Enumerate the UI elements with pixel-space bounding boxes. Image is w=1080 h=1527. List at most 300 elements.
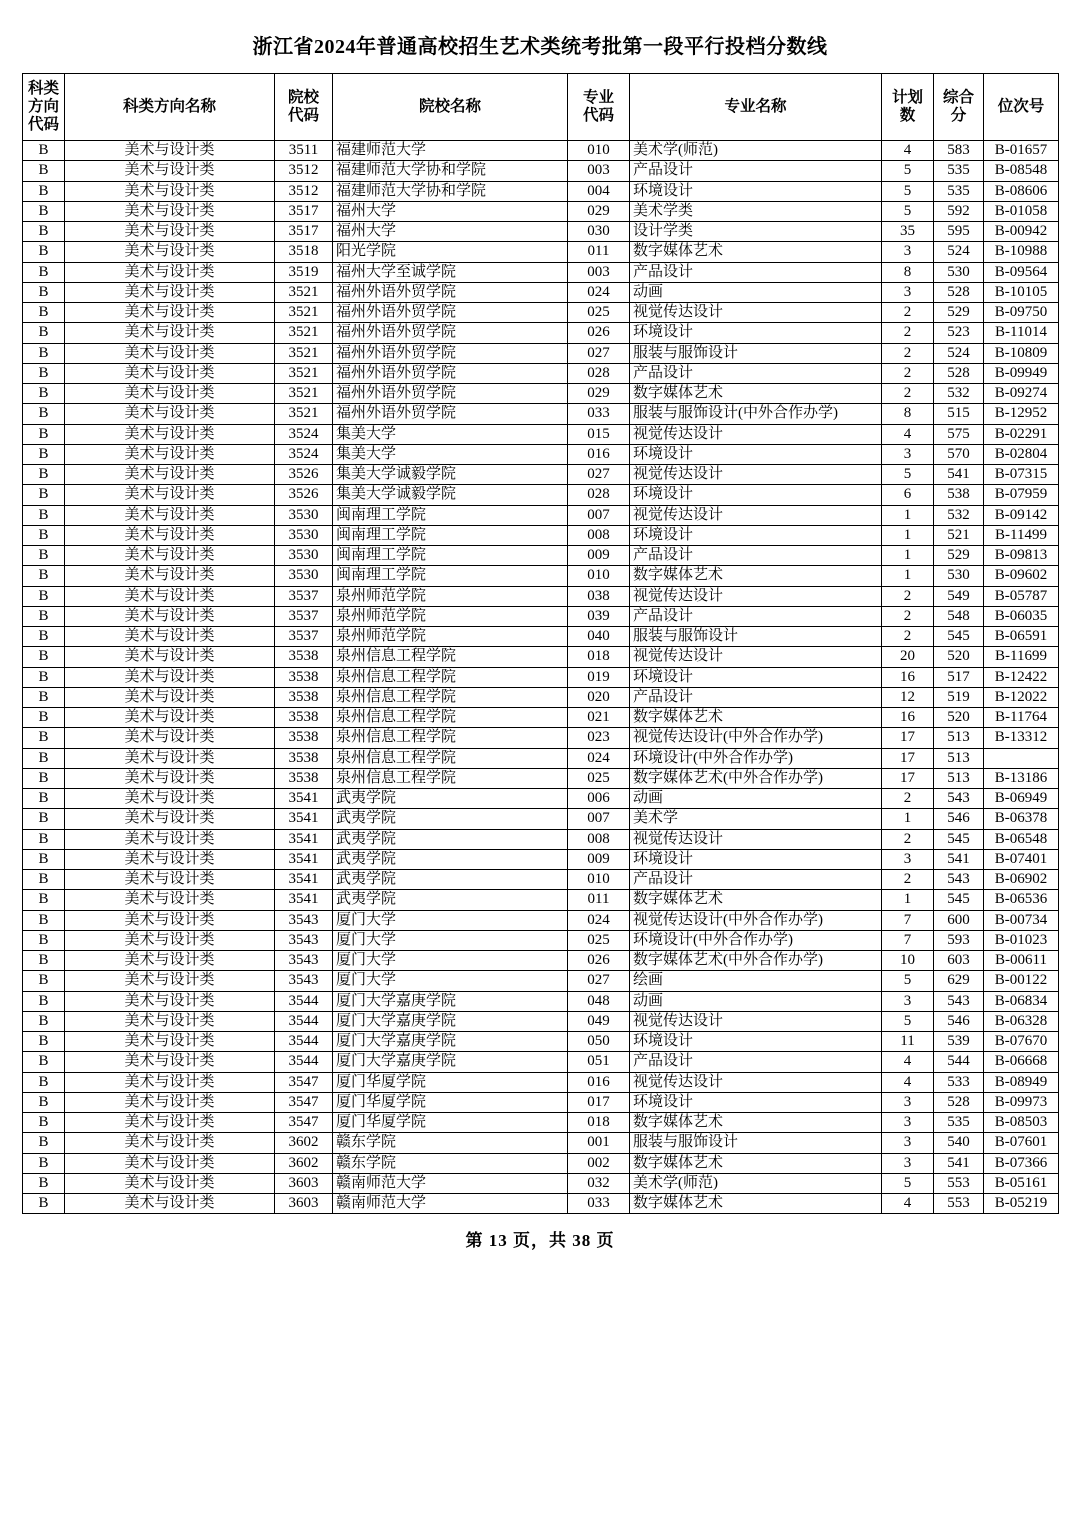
cell-category-name: 美术与设计类 (65, 930, 275, 950)
cell-major-code: 003 (568, 262, 630, 282)
cell-composite-score: 530 (934, 566, 984, 586)
cell-rank-number: B-09949 (984, 363, 1059, 383)
cell-school-code: 3517 (275, 222, 333, 242)
cell-category-code: B (23, 586, 65, 606)
cell-category-code: B (23, 465, 65, 485)
cell-rank-number: B-12422 (984, 667, 1059, 687)
cell-school-name: 厦门华厦学院 (333, 1113, 568, 1133)
cell-plan-count: 3 (882, 849, 934, 869)
cell-school-name: 泉州信息工程学院 (333, 748, 568, 768)
cell-major-code: 007 (568, 505, 630, 525)
cell-school-name: 福州大学 (333, 201, 568, 221)
cell-school-name: 厦门大学嘉庚学院 (333, 991, 568, 1011)
cell-major-code: 026 (568, 323, 630, 343)
cell-major-name: 服装与服饰设计 (630, 1133, 882, 1153)
cell-rank-number: B-09142 (984, 505, 1059, 525)
cell-composite-score: 520 (934, 647, 984, 667)
cell-school-name: 福州大学 (333, 222, 568, 242)
cell-category-code: B (23, 1072, 65, 1092)
cell-school-name: 泉州师范学院 (333, 627, 568, 647)
table-row (23, 424, 1059, 444)
table-row (23, 1133, 1059, 1153)
cell-major-name: 视觉传达设计 (630, 1011, 882, 1031)
cell-composite-score: 530 (934, 262, 984, 282)
cell-school-code: 3521 (275, 343, 333, 363)
cell-plan-count: 35 (882, 222, 934, 242)
cell-category-code: B (23, 991, 65, 1011)
score-table (22, 73, 1059, 1214)
cell-plan-count: 2 (882, 323, 934, 343)
cell-category-code: B (23, 161, 65, 181)
cell-school-name: 厦门大学 (333, 910, 568, 930)
cell-rank-number: B-11499 (984, 525, 1059, 545)
cell-category-code: B (23, 809, 65, 829)
cell-major-code: 030 (568, 222, 630, 242)
cell-composite-score: 539 (934, 1032, 984, 1052)
cell-major-name: 数字媒体艺术 (630, 1113, 882, 1133)
cell-school-name: 福州外语外贸学院 (333, 363, 568, 383)
cell-school-code: 3524 (275, 444, 333, 464)
cell-school-code: 3521 (275, 404, 333, 424)
cell-plan-count: 3 (882, 282, 934, 302)
cell-school-name: 集美大学诚毅学院 (333, 465, 568, 485)
cell-school-code: 3602 (275, 1153, 333, 1173)
table-row (23, 708, 1059, 728)
cell-school-name: 福州外语外贸学院 (333, 384, 568, 404)
cell-category-code: B (23, 748, 65, 768)
cell-rank-number: B-10988 (984, 242, 1059, 262)
cell-category-name: 美术与设计类 (65, 1113, 275, 1133)
page-title: 浙江省2024年普通高校招生艺术类统考批第一段平行投档分数线 (252, 36, 828, 58)
cell-school-code: 3537 (275, 606, 333, 626)
cell-category-name: 美术与设计类 (65, 222, 275, 242)
cell-school-name: 泉州信息工程学院 (333, 768, 568, 788)
cell-major-name: 美术学(师范) (630, 1173, 882, 1193)
cell-composite-score: 538 (934, 485, 984, 505)
cell-school-name: 福州外语外贸学院 (333, 343, 568, 363)
cell-category-code: B (23, 343, 65, 363)
cell-category-name: 美术与设计类 (65, 708, 275, 728)
table-row (23, 1113, 1059, 1133)
table-row (23, 1052, 1059, 1072)
cell-rank-number: B-09274 (984, 384, 1059, 404)
cell-school-name: 泉州信息工程学院 (333, 667, 568, 687)
cell-category-code: B (23, 951, 65, 971)
cell-major-code: 021 (568, 708, 630, 728)
cell-category-name: 美术与设计类 (65, 809, 275, 829)
cell-major-name: 服装与服饰设计 (630, 627, 882, 647)
table-row (23, 444, 1059, 464)
cell-plan-count: 2 (882, 384, 934, 404)
cell-category-code: B (23, 1133, 65, 1153)
cell-school-name: 厦门大学 (333, 951, 568, 971)
cell-major-code: 002 (568, 1153, 630, 1173)
cell-school-code: 3541 (275, 829, 333, 849)
cell-category-code: B (23, 728, 65, 748)
cell-plan-count: 4 (882, 141, 934, 161)
cell-school-code: 3538 (275, 647, 333, 667)
cell-category-name: 美术与设计类 (65, 161, 275, 181)
cell-category-name: 美术与设计类 (65, 525, 275, 545)
cell-category-code: B (23, 546, 65, 566)
cell-rank-number: B-06591 (984, 627, 1059, 647)
column-header-major-code: 专业 代码 (568, 74, 630, 141)
cell-rank-number: B-08949 (984, 1072, 1059, 1092)
cell-school-name: 赣南师范大学 (333, 1173, 568, 1193)
table-row (23, 141, 1059, 161)
cell-school-code: 3541 (275, 890, 333, 910)
cell-major-code: 040 (568, 627, 630, 647)
cell-composite-score: 570 (934, 444, 984, 464)
cell-category-code: B (23, 1113, 65, 1133)
cell-rank-number: B-06668 (984, 1052, 1059, 1072)
cell-school-name: 武夷学院 (333, 809, 568, 829)
cell-major-code: 033 (568, 404, 630, 424)
cell-plan-count: 1 (882, 566, 934, 586)
cell-plan-count: 17 (882, 748, 934, 768)
cell-plan-count: 3 (882, 444, 934, 464)
cell-plan-count: 2 (882, 303, 934, 323)
cell-category-name: 美术与设计类 (65, 768, 275, 788)
cell-plan-count: 1 (882, 505, 934, 525)
cell-plan-count: 7 (882, 910, 934, 930)
cell-composite-score: 593 (934, 930, 984, 950)
cell-plan-count: 5 (882, 1011, 934, 1031)
table-row (23, 1032, 1059, 1052)
cell-major-code: 018 (568, 1113, 630, 1133)
cell-school-name: 集美大学诚毅学院 (333, 485, 568, 505)
column-header-school-name: 院校名称 (333, 74, 568, 141)
cell-major-name: 视觉传达设计 (630, 465, 882, 485)
cell-major-code: 015 (568, 424, 630, 444)
cell-rank-number: B-06834 (984, 991, 1059, 1011)
cell-school-code: 3519 (275, 262, 333, 282)
column-header-category-name: 科类方向名称 (65, 74, 275, 141)
cell-school-code: 3543 (275, 910, 333, 930)
cell-composite-score: 541 (934, 1153, 984, 1173)
cell-category-name: 美术与设计类 (65, 647, 275, 667)
cell-school-name: 泉州师范学院 (333, 606, 568, 626)
cell-plan-count: 8 (882, 404, 934, 424)
cell-rank-number: B-00122 (984, 971, 1059, 991)
table-row (23, 647, 1059, 667)
cell-school-name: 武夷学院 (333, 829, 568, 849)
table-row (23, 1011, 1059, 1031)
cell-composite-score: 583 (934, 141, 984, 161)
cell-category-name: 美术与设计类 (65, 1011, 275, 1031)
cell-composite-score: 592 (934, 201, 984, 221)
cell-composite-score: 513 (934, 768, 984, 788)
cell-plan-count: 4 (882, 424, 934, 444)
table-row (23, 748, 1059, 768)
cell-major-name: 视觉传达设计 (630, 505, 882, 525)
table-row (23, 404, 1059, 424)
cell-category-name: 美术与设计类 (65, 1153, 275, 1173)
cell-school-name: 泉州师范学院 (333, 586, 568, 606)
table-row (23, 303, 1059, 323)
cell-major-name: 视觉传达设计 (630, 303, 882, 323)
cell-plan-count: 2 (882, 829, 934, 849)
cell-major-name: 视觉传达设计 (630, 424, 882, 444)
cell-school-name: 福州外语外贸学院 (333, 323, 568, 343)
cell-category-name: 美术与设计类 (65, 667, 275, 687)
cell-major-name: 环境设计 (630, 181, 882, 201)
cell-category-name: 美术与设计类 (65, 627, 275, 647)
cell-major-name: 产品设计 (630, 687, 882, 707)
cell-category-name: 美术与设计类 (65, 566, 275, 586)
cell-rank-number: B-00734 (984, 910, 1059, 930)
cell-category-name: 美术与设计类 (65, 586, 275, 606)
cell-school-code: 3530 (275, 566, 333, 586)
cell-school-code: 3602 (275, 1133, 333, 1153)
cell-major-name: 服装与服饰设计 (630, 343, 882, 363)
cell-school-name: 赣南师范大学 (333, 1194, 568, 1214)
table-row (23, 262, 1059, 282)
cell-major-code: 017 (568, 1092, 630, 1112)
cell-composite-score: 524 (934, 343, 984, 363)
cell-composite-score: 548 (934, 606, 984, 626)
cell-school-code: 3526 (275, 485, 333, 505)
cell-plan-count: 5 (882, 181, 934, 201)
cell-rank-number: B-09602 (984, 566, 1059, 586)
cell-rank-number: B-01023 (984, 930, 1059, 950)
cell-rank-number: B-07315 (984, 465, 1059, 485)
cell-school-name: 阳光学院 (333, 242, 568, 262)
table-row (23, 809, 1059, 829)
cell-major-name: 数字媒体艺术 (630, 566, 882, 586)
cell-plan-count: 2 (882, 870, 934, 890)
cell-major-code: 025 (568, 768, 630, 788)
cell-plan-count: 5 (882, 465, 934, 485)
cell-rank-number: B-08503 (984, 1113, 1059, 1133)
cell-major-code: 008 (568, 829, 630, 849)
cell-category-name: 美术与设计类 (65, 1194, 275, 1214)
cell-major-code: 009 (568, 849, 630, 869)
table-row (23, 485, 1059, 505)
cell-composite-score: 533 (934, 1072, 984, 1092)
cell-major-code: 008 (568, 525, 630, 545)
table-row (23, 849, 1059, 869)
cell-major-name: 视觉传达设计 (630, 829, 882, 849)
cell-major-code: 010 (568, 141, 630, 161)
cell-category-code: B (23, 363, 65, 383)
cell-major-name: 产品设计 (630, 1052, 882, 1072)
cell-major-name: 环境设计 (630, 525, 882, 545)
cell-category-name: 美术与设计类 (65, 728, 275, 748)
cell-composite-score: 541 (934, 849, 984, 869)
cell-major-name: 数字媒体艺术 (630, 242, 882, 262)
column-header-composite-score: 综合 分 (934, 74, 984, 141)
cell-category-name: 美术与设计类 (65, 991, 275, 1011)
cell-category-code: B (23, 222, 65, 242)
cell-school-name: 泉州信息工程学院 (333, 728, 568, 748)
cell-school-code: 3512 (275, 181, 333, 201)
cell-school-code: 3603 (275, 1173, 333, 1193)
cell-rank-number: B-08548 (984, 161, 1059, 181)
cell-rank-number: B-11014 (984, 323, 1059, 343)
table-row (23, 1153, 1059, 1173)
cell-major-name: 环境设计 (630, 444, 882, 464)
cell-category-name: 美术与设计类 (65, 363, 275, 383)
cell-school-code: 3541 (275, 849, 333, 869)
cell-category-code: B (23, 1052, 65, 1072)
cell-major-name: 产品设计 (630, 606, 882, 626)
cell-major-code: 019 (568, 667, 630, 687)
cell-major-code: 027 (568, 971, 630, 991)
cell-rank-number: B-09813 (984, 546, 1059, 566)
cell-major-name: 数字媒体艺术 (630, 708, 882, 728)
cell-rank-number: B-09973 (984, 1092, 1059, 1112)
cell-school-code: 3538 (275, 728, 333, 748)
column-header-major-name: 专业名称 (630, 74, 882, 141)
cell-plan-count: 17 (882, 768, 934, 788)
cell-rank-number: B-00942 (984, 222, 1059, 242)
cell-category-code: B (23, 789, 65, 809)
cell-category-name: 美术与设计类 (65, 546, 275, 566)
cell-major-name: 数字媒体艺术 (630, 1153, 882, 1173)
table-row (23, 1092, 1059, 1112)
table-row (23, 627, 1059, 647)
table-row (23, 667, 1059, 687)
cell-major-code: 011 (568, 890, 630, 910)
cell-school-code: 3537 (275, 586, 333, 606)
cell-major-code: 033 (568, 1194, 630, 1214)
cell-rank-number: B-07959 (984, 485, 1059, 505)
cell-major-name: 视觉传达设计(中外合作办学) (630, 910, 882, 930)
cell-major-name: 服装与服饰设计(中外合作办学) (630, 404, 882, 424)
cell-school-name: 武夷学院 (333, 870, 568, 890)
cell-category-name: 美术与设计类 (65, 951, 275, 971)
cell-major-code: 009 (568, 546, 630, 566)
cell-composite-score: 517 (934, 667, 984, 687)
cell-composite-score: 546 (934, 809, 984, 829)
cell-category-name: 美术与设计类 (65, 849, 275, 869)
cell-school-code: 3521 (275, 363, 333, 383)
cell-school-code: 3541 (275, 809, 333, 829)
cell-composite-score: 545 (934, 890, 984, 910)
cell-rank-number: B-06328 (984, 1011, 1059, 1031)
cell-rank-number: B-11764 (984, 708, 1059, 728)
cell-school-code: 3521 (275, 323, 333, 343)
cell-school-code: 3512 (275, 161, 333, 181)
table-row (23, 789, 1059, 809)
cell-plan-count: 3 (882, 1153, 934, 1173)
cell-rank-number: B-07670 (984, 1032, 1059, 1052)
cell-plan-count: 11 (882, 1032, 934, 1052)
cell-school-name: 厦门大学 (333, 930, 568, 950)
cell-major-code: 051 (568, 1052, 630, 1072)
cell-school-name: 集美大学 (333, 444, 568, 464)
cell-rank-number: B-00611 (984, 951, 1059, 971)
cell-major-code: 026 (568, 951, 630, 971)
table-row (23, 728, 1059, 748)
cell-composite-score: 528 (934, 282, 984, 302)
cell-rank-number: B-12022 (984, 687, 1059, 707)
cell-category-name: 美术与设计类 (65, 343, 275, 363)
cell-rank-number: B-06548 (984, 829, 1059, 849)
cell-plan-count: 5 (882, 971, 934, 991)
cell-major-code: 016 (568, 1072, 630, 1092)
cell-category-code: B (23, 566, 65, 586)
table-row (23, 505, 1059, 525)
cell-category-code: B (23, 870, 65, 890)
cell-category-code: B (23, 505, 65, 525)
cell-rank-number: B-01657 (984, 141, 1059, 161)
cell-school-name: 福建师范大学协和学院 (333, 181, 568, 201)
cell-major-code: 027 (568, 465, 630, 485)
cell-category-name: 美术与设计类 (65, 323, 275, 343)
cell-category-name: 美术与设计类 (65, 404, 275, 424)
cell-plan-count: 3 (882, 1133, 934, 1153)
cell-school-code: 3518 (275, 242, 333, 262)
cell-school-code: 3530 (275, 546, 333, 566)
cell-category-name: 美术与设计类 (65, 829, 275, 849)
table-row (23, 687, 1059, 707)
table-row (23, 829, 1059, 849)
cell-category-code: B (23, 647, 65, 667)
cell-major-code: 010 (568, 566, 630, 586)
cell-composite-score: 519 (934, 687, 984, 707)
table-header (23, 74, 1059, 141)
cell-category-name: 美术与设计类 (65, 303, 275, 323)
cell-major-code: 028 (568, 363, 630, 383)
cell-composite-score: 575 (934, 424, 984, 444)
cell-plan-count: 5 (882, 161, 934, 181)
cell-school-name: 闽南理工学院 (333, 525, 568, 545)
cell-school-code: 3538 (275, 708, 333, 728)
cell-major-name: 环境设计 (630, 667, 882, 687)
cell-school-code: 3544 (275, 1032, 333, 1052)
cell-plan-count: 5 (882, 1173, 934, 1193)
cell-composite-score: 535 (934, 181, 984, 201)
cell-category-code: B (23, 627, 65, 647)
cell-rank-number: B-05219 (984, 1194, 1059, 1214)
cell-major-name: 环境设计 (630, 1092, 882, 1112)
cell-rank-number: B-12952 (984, 404, 1059, 424)
cell-category-name: 美术与设计类 (65, 262, 275, 282)
cell-school-code: 3517 (275, 201, 333, 221)
cell-rank-number: B-13186 (984, 768, 1059, 788)
cell-category-name: 美术与设计类 (65, 282, 275, 302)
cell-category-code: B (23, 404, 65, 424)
table-row (23, 991, 1059, 1011)
cell-school-name: 厦门大学嘉庚学院 (333, 1011, 568, 1031)
cell-school-name: 厦门大学嘉庚学院 (333, 1052, 568, 1072)
cell-plan-count: 6 (882, 485, 934, 505)
cell-school-code: 3543 (275, 951, 333, 971)
cell-school-name: 福州外语外贸学院 (333, 282, 568, 302)
cell-major-code: 018 (568, 647, 630, 667)
cell-major-name: 动画 (630, 991, 882, 1011)
cell-rank-number: B-07401 (984, 849, 1059, 869)
cell-major-name: 环境设计 (630, 1032, 882, 1052)
cell-major-code: 029 (568, 201, 630, 221)
cell-major-code: 011 (568, 242, 630, 262)
cell-category-name: 美术与设计类 (65, 1133, 275, 1153)
cell-school-code: 3537 (275, 627, 333, 647)
cell-category-code: B (23, 282, 65, 302)
cell-category-code: B (23, 1032, 65, 1052)
cell-composite-score: 528 (934, 363, 984, 383)
cell-major-code: 003 (568, 161, 630, 181)
cell-category-code: B (23, 708, 65, 728)
cell-major-code: 024 (568, 748, 630, 768)
cell-composite-score: 524 (934, 242, 984, 262)
cell-category-code: B (23, 485, 65, 505)
cell-category-name: 美术与设计类 (65, 465, 275, 485)
cell-rank-number: B-13312 (984, 728, 1059, 748)
cell-school-code: 3547 (275, 1072, 333, 1092)
